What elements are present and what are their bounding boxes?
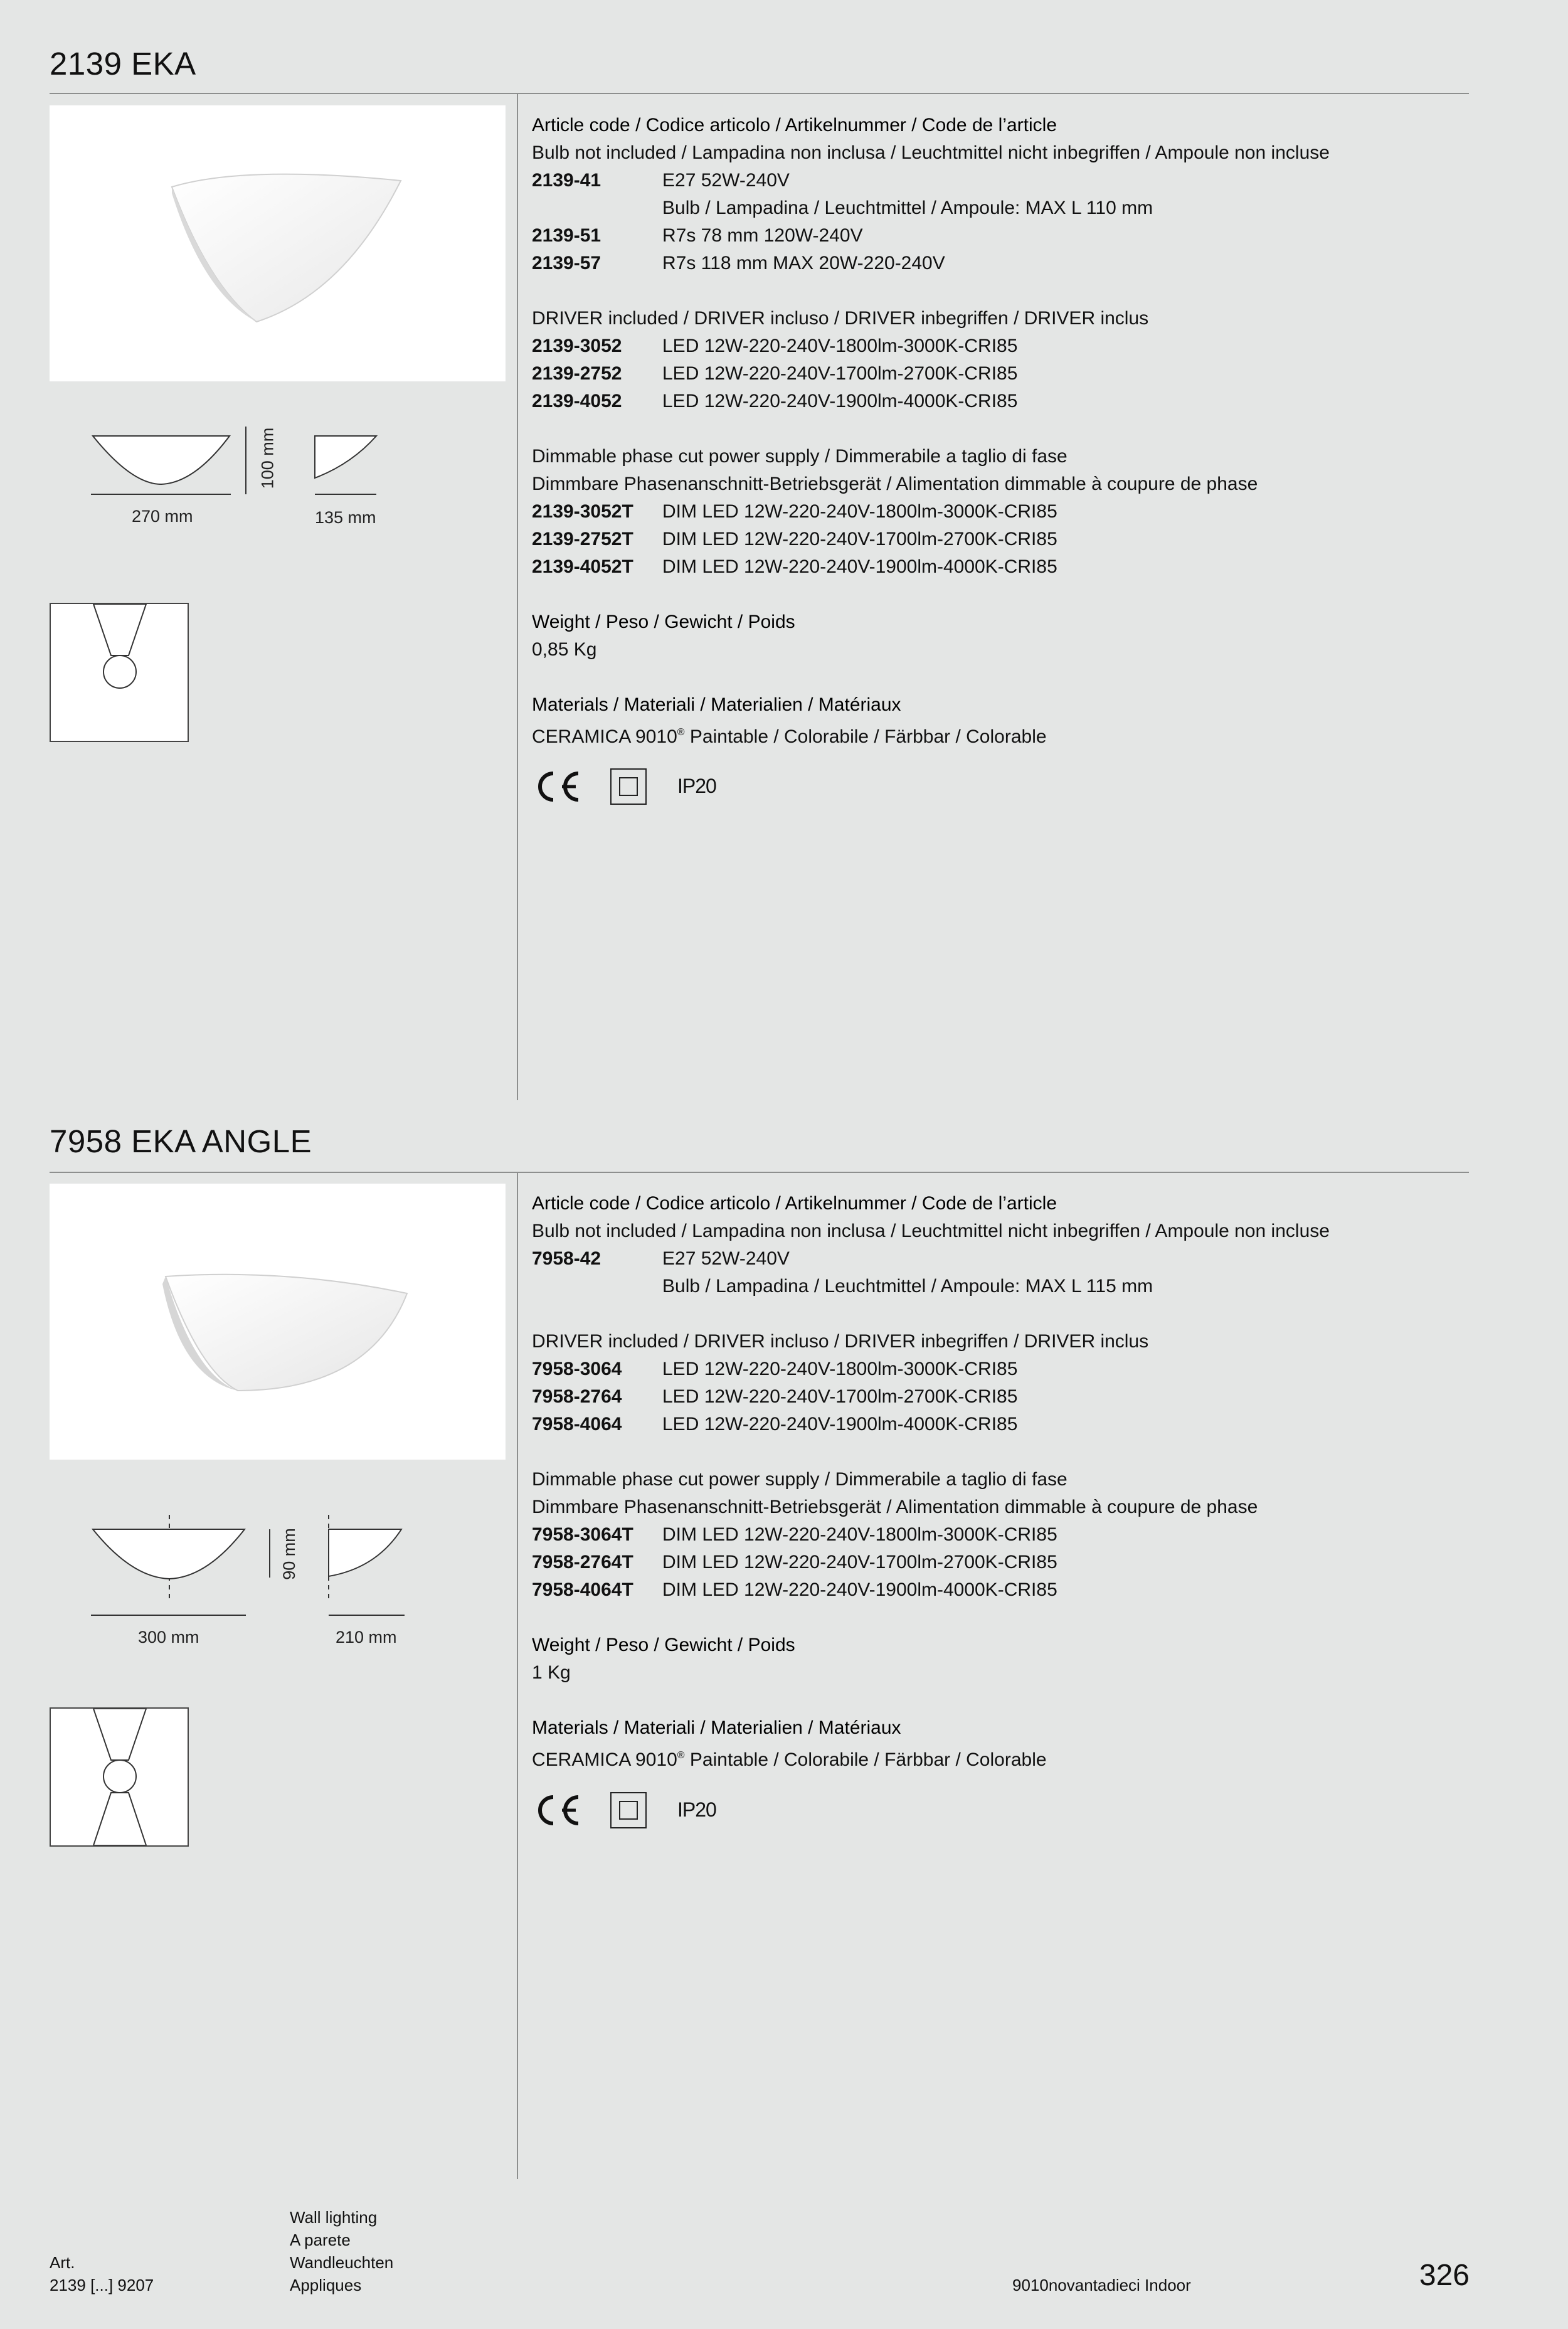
article-header: Article code / Codice articolo / Artikelnummer / Code de l’article (532, 115, 1057, 135)
spec-row (532, 553, 1460, 581)
article-code: 2139-2752T (532, 529, 633, 549)
article-desc: R7s 78 mm 120W-240V (662, 225, 863, 246)
article-code: 7958-3064T (532, 1524, 633, 1545)
article-code: 2139-4052T (532, 556, 633, 577)
spec-row (532, 1576, 1460, 1604)
dimmable-header-1: Dimmable phase cut power supply / Dimmerabile a taglio di fase (532, 446, 1067, 467)
article-desc: DIM LED 12W-220-240V-1800lm-3000K-CRI85 (662, 1524, 1057, 1545)
product-photo (50, 105, 506, 381)
article-desc: DIM LED 12W-220-240V-1900lm-4000K-CRI85 (662, 556, 1057, 577)
height-label: 100 mm (258, 427, 277, 489)
art-value: 2139 [...] 9207 (50, 2276, 154, 2295)
article-desc: R7s 118 mm MAX 20W-220-240V (662, 253, 945, 273)
spec-row (532, 167, 1460, 194)
article-desc: DIM LED 12W-220-240V-1700lm-2700K-CRI85 (662, 1552, 1057, 1573)
spec-row (532, 498, 1460, 526)
spec-row (532, 1411, 1460, 1438)
spec-row (532, 194, 1460, 222)
spec-row (532, 1549, 1460, 1576)
article-desc: LED 12W-220-240V-1900lm-4000K-CRI85 (662, 391, 1018, 411)
article-desc: DIM LED 12W-220-240V-1900lm-4000K-CRI85 (662, 1579, 1057, 1600)
article-desc: DIM LED 12W-220-240V-1800lm-3000K-CRI85 (662, 501, 1057, 522)
depth-label: 210 mm (336, 1628, 397, 1647)
footer-category (290, 2206, 393, 2296)
article-desc: DIM LED 12W-220-240V-1700lm-2700K-CRI85 (662, 529, 1057, 549)
category-line: Wall lighting (290, 2208, 378, 2227)
product-title: 7958 EKA ANGLE (50, 1123, 312, 1159)
page-number: 326 (1419, 2259, 1470, 2292)
category-line: Wandleuchten (290, 2253, 394, 2272)
column-divider (517, 1173, 518, 2179)
product-title: 2139 EKA (50, 46, 196, 82)
spec-row (532, 1245, 1460, 1273)
article-code: 7958-4064T (532, 1579, 633, 1600)
driver-header: DRIVER included / DRIVER incluso / DRIVER inbegriffen / DRIVER inclus (532, 308, 1149, 329)
spec-row (532, 332, 1460, 360)
article-code: 2139-51 (532, 225, 601, 246)
width-label: 300 mm (138, 1628, 199, 1647)
article-code: 2139-3052T (532, 501, 633, 522)
article-desc: LED 12W-220-240V-1700lm-2700K-CRI85 (662, 1386, 1018, 1407)
article-desc: LED 12W-220-240V-1800lm-3000K-CRI85 (662, 1359, 1018, 1379)
spec-block (532, 1190, 1460, 1769)
ce-mark-icon (532, 1792, 582, 1828)
dimension-drawing (88, 1509, 414, 1618)
materials-header: Materials / Materiali / Materialien / Matériaux (532, 694, 901, 715)
materials-header: Materials / Materiali / Materialien / Matériaux (532, 1717, 901, 1738)
dimmable-header-2: Dimmbare Phasenanschnitt-Betriebsgerät / Alimentation dimmable à coupure de phase (532, 1497, 1258, 1517)
spec-row (532, 1521, 1460, 1549)
art-label: Art. (50, 2253, 75, 2272)
article-header: Article code / Codice articolo / Artikelnummer / Code de l’article (532, 1193, 1057, 1214)
article-code: 7958-42 (532, 1248, 601, 1269)
title-rule (50, 93, 1469, 94)
ip-rating: IP20 (677, 1798, 716, 1821)
article-code: 2139-2752 (532, 363, 622, 384)
light-emission-diagram (50, 1707, 189, 1847)
spec-row (532, 526, 1460, 553)
article-desc: E27 52W-240V (662, 1248, 790, 1269)
title-rule (50, 1172, 1469, 1173)
article-desc: LED 12W-220-240V-1800lm-3000K-CRI85 (662, 336, 1018, 356)
spec-row (532, 360, 1460, 388)
article-code: 7958-2764 (532, 1386, 622, 1407)
width-label: 270 mm (132, 507, 193, 526)
spec-row (532, 1273, 1460, 1300)
spec-row (532, 222, 1460, 250)
product-photo (50, 1184, 506, 1460)
spec-row (532, 388, 1460, 415)
column-divider (517, 94, 518, 1100)
article-code: 2139-41 (532, 170, 601, 191)
height-label: 90 mm (279, 1528, 299, 1580)
weight-header: Weight / Peso / Gewicht / Poids (532, 612, 795, 632)
article-code: 2139-4052 (532, 391, 622, 411)
bulb-note: Bulb not included / Lampadina non inclusa / Leuchtmittel nicht inbegriffen / Ampoule non incluse (532, 142, 1330, 163)
class-ii-icon (610, 1792, 647, 1828)
footer-collection: 9010novantadieci Indoor (1012, 2276, 1191, 2295)
article-code: 7958-4064 (532, 1414, 622, 1435)
article-desc: E27 52W-240V (662, 170, 790, 191)
article-code: 2139-3052 (532, 336, 622, 356)
light-emission-diagram (50, 603, 189, 742)
footer-art (50, 2251, 154, 2296)
weight-header: Weight / Peso / Gewicht / Poids (532, 1635, 795, 1655)
spec-row (532, 1355, 1460, 1383)
article-desc: LED 12W-220-240V-1700lm-2700K-CRI85 (662, 363, 1018, 384)
driver-header: DRIVER included / DRIVER incluso / DRIVER inbegriffen / DRIVER inclus (532, 1331, 1149, 1352)
category-line: A parete (290, 2231, 351, 2249)
weight-value: 1 Kg (532, 1662, 571, 1683)
article-desc: LED 12W-220-240V-1900lm-4000K-CRI85 (662, 1414, 1018, 1435)
materials-value: CERAMICA 9010® Paintable / Colorabile / Färbbar / Colorable (532, 1749, 1047, 1770)
article-desc: Bulb / Lampadina / Leuchtmittel / Ampoule: MAX L 110 mm (662, 198, 1153, 218)
depth-label: 135 mm (315, 508, 376, 527)
article-code: 2139-57 (532, 253, 601, 273)
spec-row (532, 1383, 1460, 1411)
materials-value: CERAMICA 9010® Paintable / Colorabile / Färbbar / Colorable (532, 726, 1047, 747)
article-code: 7958-3064 (532, 1359, 622, 1379)
category-line: Appliques (290, 2276, 362, 2295)
ce-mark-icon (532, 768, 582, 805)
class-ii-icon (610, 768, 647, 805)
weight-value: 0,85 Kg (532, 639, 597, 660)
spec-block (532, 112, 1460, 746)
article-desc: Bulb / Lampadina / Leuchtmittel / Ampoule: MAX L 115 mm (662, 1276, 1153, 1297)
ip-rating: IP20 (677, 775, 716, 797)
article-code: 7958-2764T (532, 1552, 633, 1573)
dimmable-header-1: Dimmable phase cut power supply / Dimmerabile a taglio di fase (532, 1469, 1067, 1490)
spec-row (532, 250, 1460, 277)
bulb-note: Bulb not included / Lampadina non inclusa / Leuchtmittel nicht inbegriffen / Ampoule non incluse (532, 1221, 1330, 1241)
dimmable-header-2: Dimmbare Phasenanschnitt-Betriebsgerät / Alimentation dimmable à coupure de phase (532, 474, 1258, 494)
